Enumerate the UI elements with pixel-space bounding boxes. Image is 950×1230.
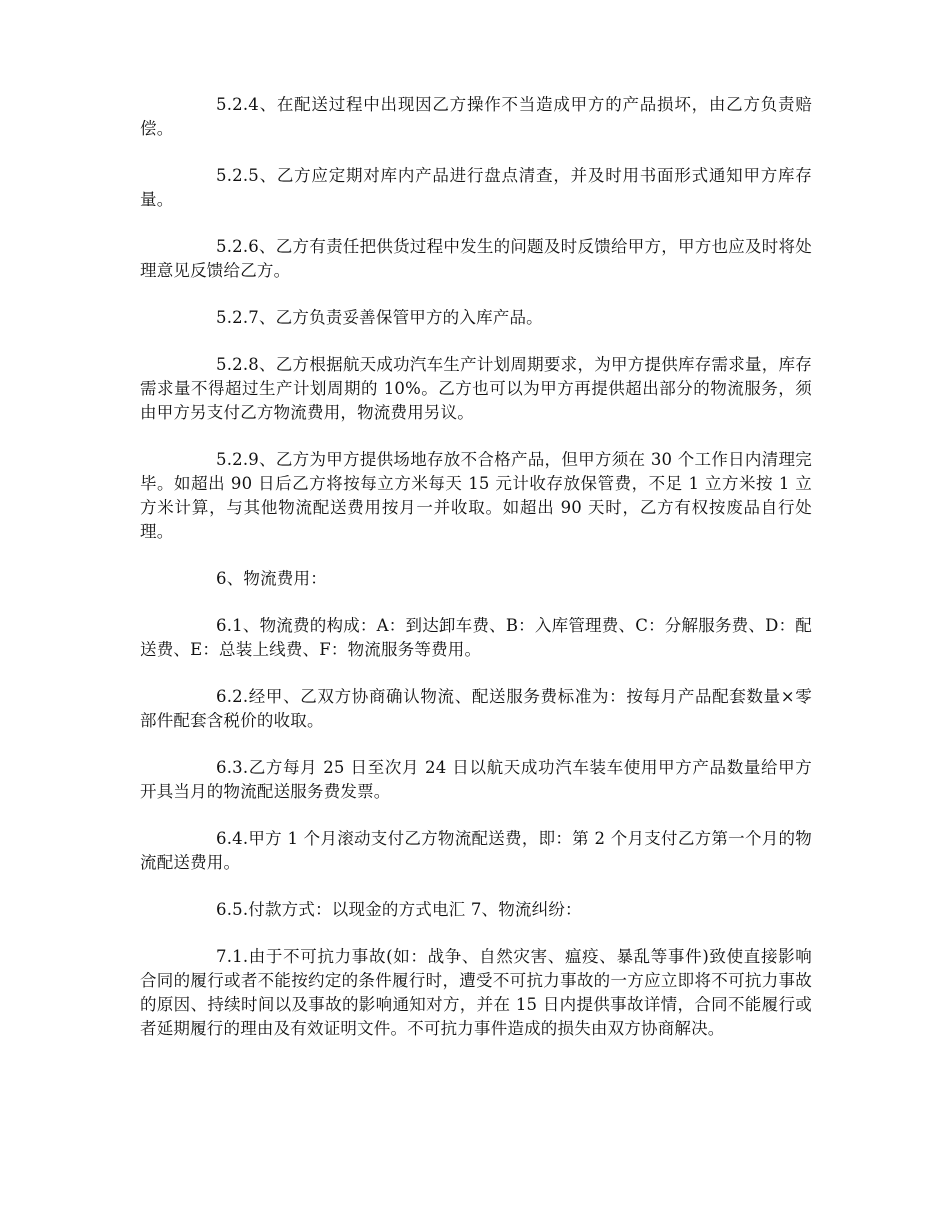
clause-7-1: 7.1.由于不可抗力事故(如：战争、自然灾害、瘟疫、暴乱等事件)致使直接影响合同的履行或者不能按约定的条件履行时，遭受不可抗力事故的一方应立即将不可抗力事故的原因、持续时间以及事故的影响通知对方，并在 15 日内提供事故详情，合同不能履行或者延期履行的理由及有效证明文件。不可抗力事件造成的损失由双方协商解决。 <box>140 947 812 1038</box>
section-6-heading: 6、物流费用： <box>216 569 327 588</box>
clause-5-2-6: 5.2.6、乙方有责任把供货过程中发生的问题及时反馈给甲方，甲方也应及时将处理意见反馈给乙方。 <box>140 237 812 280</box>
clause-6-5: 6.5.付款方式：以现金的方式电汇 7、物流纠纷： <box>216 900 582 919</box>
clause-6-3: 6.3.乙方每月 25 日至次月 24 日以航天成功汽车装车使用甲方产品数量给甲方开具当月的物流配送服务费发票。 <box>140 758 812 801</box>
clause-6-4: 6.4.甲方 1 个月滚动支付乙方物流配送费，即：第 2 个月支付乙方第一个月的物流配送费用。 <box>140 829 812 872</box>
document-body <box>140 93 812 1064</box>
clause-6-2: 6.2.经甲、乙双方协商确认物流、配送服务费标准为：按每月产品配套数量×零部件配套含税价的收取。 <box>140 687 812 730</box>
clause-5-2-5: 5.2.5、乙方应定期对库内产品进行盘点清查，并及时用书面形式通知甲方库存量。 <box>140 166 812 209</box>
clause-6-1: 6.1、物流费的构成：A：到达卸车费、B：入库管理费、C：分解服务费、D：配送费、E：总装上线费、F：物流服务等费用。 <box>140 616 812 659</box>
clause-5-2-4: 5.2.4、在配送过程中出现因乙方操作不当造成甲方的产品损坏，由乙方负责赔偿。 <box>140 95 812 138</box>
clause-5-2-9: 5.2.9、乙方为甲方提供场地存放不合格产品，但甲方须在 30 个工作日内清理完毕。如超出 90 日后乙方将按每立方米每天 15 元计收存放保管费，不足 1 立方米按 1 立方米计算，与其他物流配送费用按月一并收取。如超出 90 天时，乙方有权按废品自行处理。 <box>140 450 812 541</box>
clause-5-2-7: 5.2.7、乙方负责妥善保管甲方的入库产品。 <box>216 308 543 327</box>
clause-5-2-8: 5.2.8、乙方根据航天成功汽车生产计划周期要求，为甲方提供库存需求量，库存需求量不得超过生产计划周期的 10%。乙方也可以为甲方再提供超出部分的物流服务，须由甲方另支付乙方物流费用，物流费用另议。 <box>140 355 812 422</box>
